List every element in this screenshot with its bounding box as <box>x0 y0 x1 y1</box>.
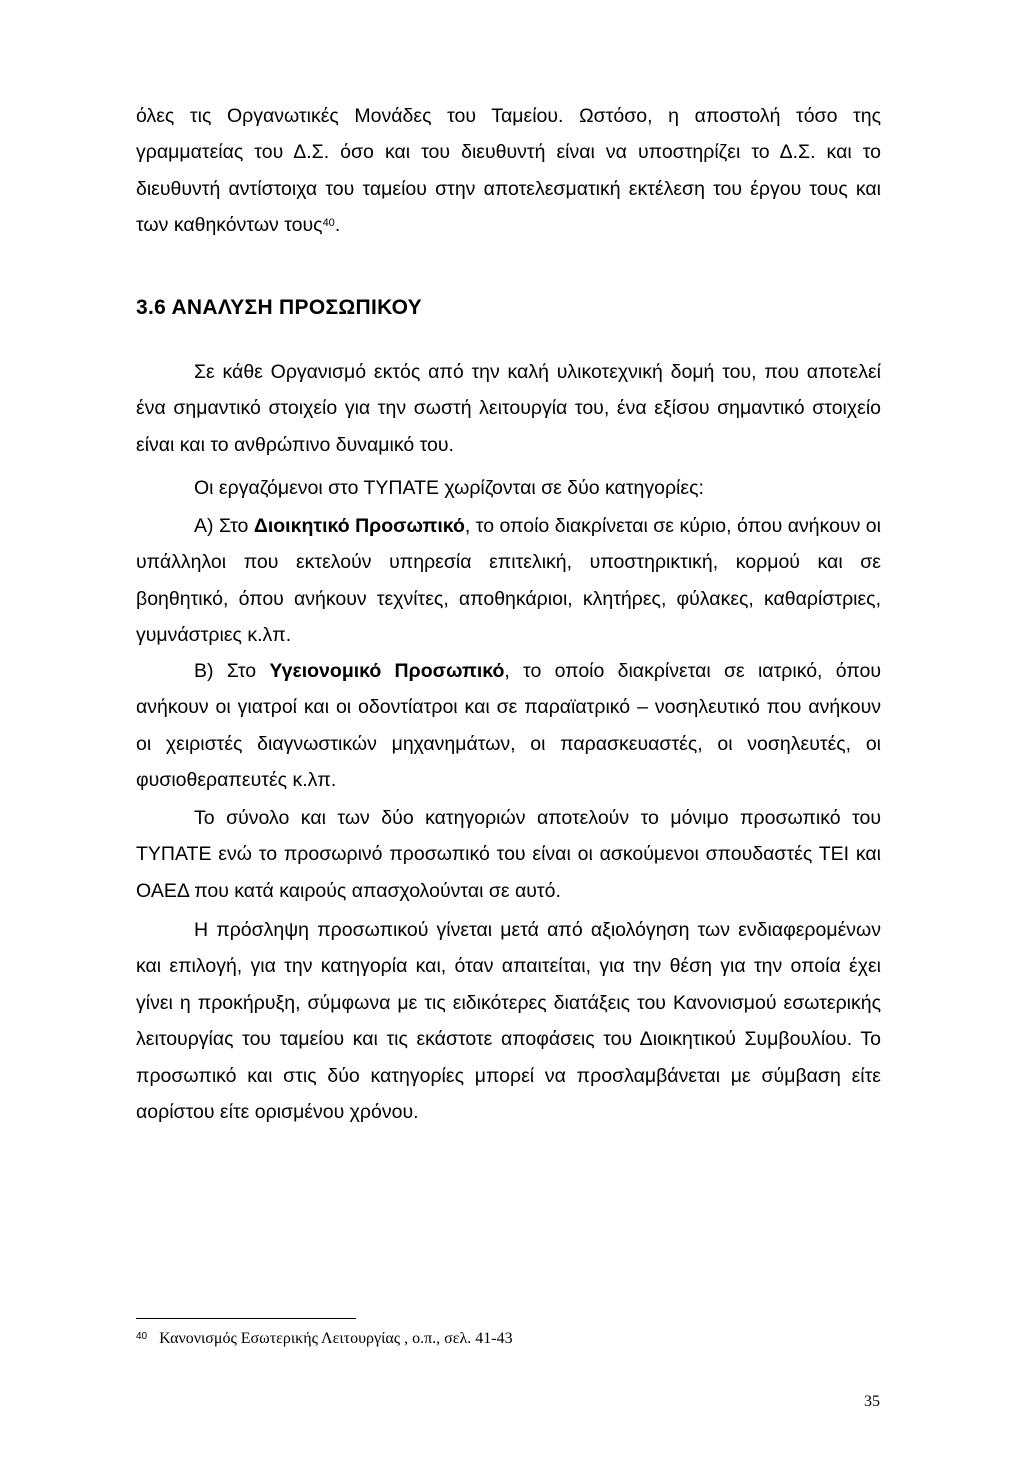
category-description: , το οποίο διακρίνεται σε κύριο, όπου ανήκουν οι υπάλληλοι που εκτελούν υπηρεσία επιτελική, υποστηρικτική, κορμού και σε βοηθητικό, όπου ανήκουν τεχνίτες, αποθηκάριοι, κλητήρες, φύλακες, καθαρίστριες, γυμνάστριες κ.λπ. <box>136 515 881 647</box>
category-prefix: Α) Στο <box>194 515 254 537</box>
footnote-divider <box>136 1318 356 1319</box>
section-heading: 3.6 ΑΝΑΛΥΣΗ ΠΡΟΣΩΠΙΚΟΥ <box>136 296 422 319</box>
footnote-number: 40 <box>136 1331 148 1342</box>
footnote-reference[interactable]: 40 <box>322 217 335 230</box>
paragraph-text: όλες τις Οργανωτικές Μονάδες του Ταμείου. Ωστόσο, η αποστολή τόσο της γραμματείας του Δ.Σ. όσο και του διευθυντή είναι να υποστηρίζει το Δ.Σ. και το διευθυντή αντίστοιχα του ταμείου στην αποτελεσματική εκτέλεση του έργου τους και των καθηκόντων τους <box>136 105 881 237</box>
category-prefix: Β) Στο <box>194 660 270 682</box>
category-title: Διοικητικό Προσωπικό <box>253 515 465 537</box>
paragraph-permanent-staff: Το σύνολο και των δύο κατηγοριών αποτελούν το μόνιμο προσωπικό του ΤΥΠΑΤΕ ενώ το προσωρινό προσωπικό του είναι οι ασκούμενοι σπουδαστές ΤΕΙ και ΟΑΕΔ που κατά καιρούς απασχολούνται σε αυτό. <box>136 807 881 902</box>
paragraph-end: . <box>334 214 341 237</box>
footnote-text: Κανονισμός Εσωτερικής Λειτουργίας , ο.π., σελ. 41-43 <box>159 1330 513 1347</box>
paragraph-category-a <box>136 508 881 654</box>
paragraph-intro <box>136 98 881 244</box>
paragraph-categories-intro: Οι εργαζόμενοι στο ΤΥΠΑΤΕ χωρίζονται σε δύο κατηγορίες: <box>194 477 704 499</box>
category-description: , το οποίο διακρίνεται σε ιατρικό, όπου ανήκουν οι γιατροί και οι οδοντίατροι και σε παραϊατρικό – νοσηλευτικό που ανήκουν οι χειριστές διαγνωστικών μηχανημάτων, οι παρασκευαστές, οι νοσηλευτές, οι φυσιοθεραπευτές κ.λπ. <box>136 660 881 792</box>
paragraph-category-b <box>136 653 881 799</box>
footnote <box>136 1328 513 1350</box>
category-title: Υγειονομικό Προσωπικό <box>269 660 505 682</box>
paragraph-organization: Σε κάθε Οργανισμό εκτός από την καλή υλικοτεχνική δομή του, που αποτελεί ένα σημαντικό στοιχείο για την σωστή λειτουργία του, ένα εξίσου σημαντικό στοιχείο είναι και το ανθρώπινο δυναμικό του. <box>136 361 881 456</box>
page-number: 35 <box>864 1393 880 1410</box>
paragraph-hiring: Η πρόσληψη προσωπικού γίνεται μετά από αξιολόγηση των ενδιαφερομένων και επιλογή, για την κατηγορία και, όταν απαιτείται, για την θέση για την οποία έχει γίνει η προκήρυξη, σύμφωνα με τις ειδικότερες διατάξεις του Κανονισμού εσωτερικής λειτουργίας του ταμείου και τις εκάστοτε αποφάσεις του Διοικητικού Συμβουλίου. Το προσωπικό και στις δύο κατηγορίες μπορεί να προσλαμβάνεται με σύμβαση είτε αορίστου είτε ορισμένου χρόνου. <box>136 919 881 1124</box>
